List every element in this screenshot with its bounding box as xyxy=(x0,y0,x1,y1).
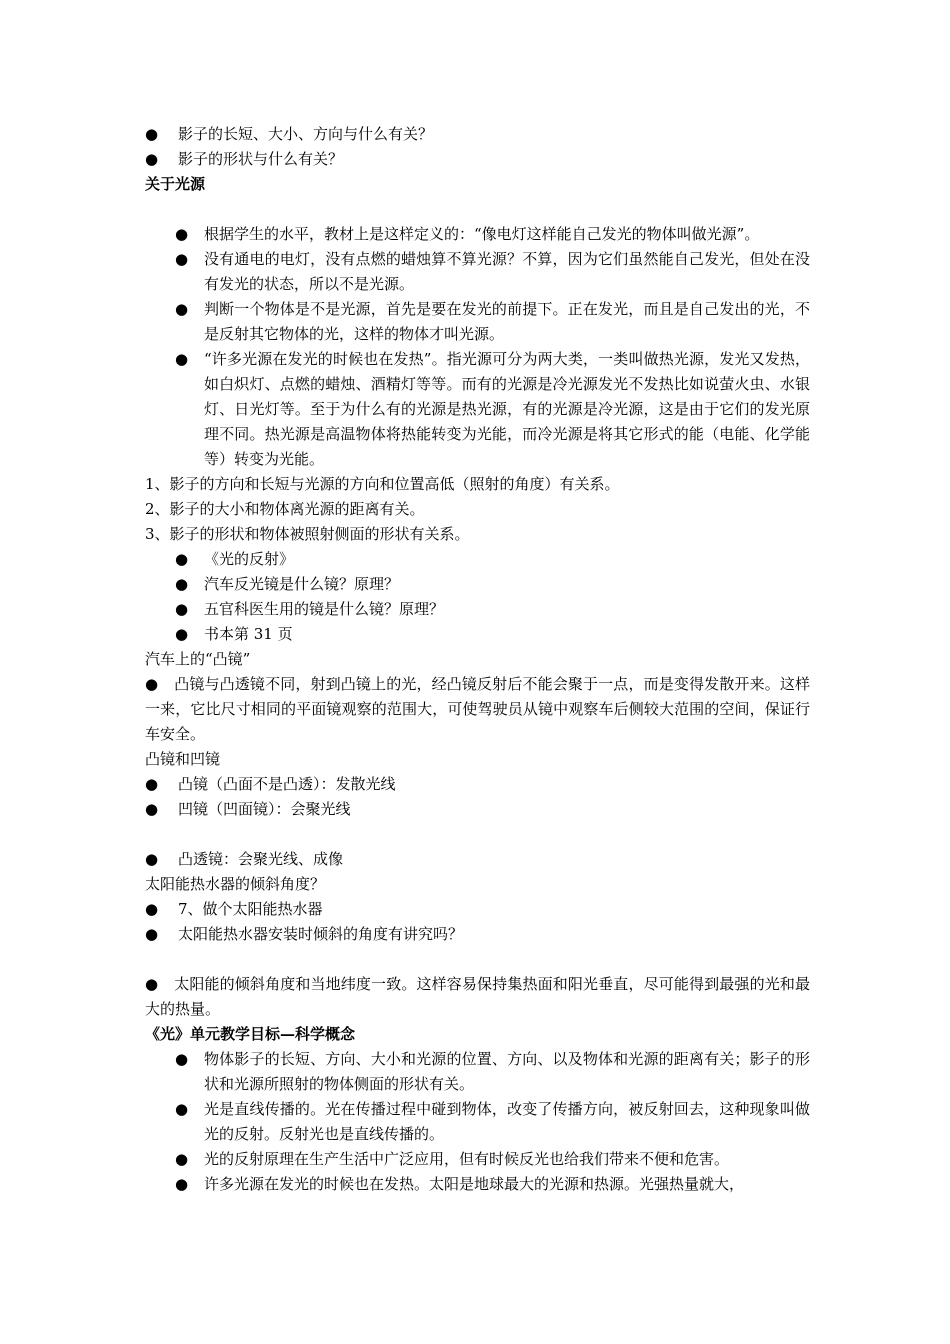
list-item xyxy=(145,847,810,872)
list-item-text: 汽车反光镜是什么镜？原理？ xyxy=(204,575,400,593)
list-item-text: 凹镜（凹面镜）：会聚光线 xyxy=(178,800,351,818)
bullet-icon: ● xyxy=(175,550,189,568)
numbered-item: 3、影子的形状和物体被照射侧面的形状有关系。 xyxy=(145,525,470,543)
bullet-icon: ● xyxy=(145,800,159,818)
list-item-text: 许多光源在发光的时候也在发热。太阳是地球最大的光源和热源。光强热量就大， xyxy=(204,1175,745,1193)
list-item xyxy=(145,122,810,147)
list-item-text: 五官科医生用的镜是什么镜？原理？ xyxy=(204,600,445,618)
list-item-text: 凸镜（凸面不是凸透）：发散光线 xyxy=(178,775,396,793)
bullet-icon: ● xyxy=(175,600,189,618)
paragraph-text: 太阳能的倾斜角度和当地纬度一致。这样容易保持集热面和阳光垂直，尽可能得到最强的光和最大的热量。 xyxy=(145,975,810,1018)
spacer xyxy=(145,947,810,972)
spacer xyxy=(145,197,810,222)
bullet-icon: ● xyxy=(175,1050,189,1068)
list-item xyxy=(145,922,810,947)
list-item xyxy=(145,897,810,922)
paragraph-heading: 太阳能热水器的倾斜角度？ xyxy=(145,875,326,893)
list-item xyxy=(145,297,810,347)
list-item-text: 物体影子的长短、方向、大小和光源的位置、方向、以及物体和光源的距离有关；影子的形状和光源所照射的物体侧面的形状有关。 xyxy=(204,1050,810,1093)
bullet-icon: ● xyxy=(145,675,159,693)
bullet-icon: ● xyxy=(145,125,159,143)
list-item xyxy=(145,797,810,822)
document-page xyxy=(145,122,810,1197)
list-item-text: 根据学生的水平，教材上是这样定义的：“像电灯这样能自己发光的物体叫做光源”。 xyxy=(204,225,760,243)
list-item-text: 光是直线传播的。光在传播过程中碰到物体，改变了传播方向，被反射回去，这种现象叫做光的反射。反射光也是直线传播的。 xyxy=(204,1100,810,1143)
list-item xyxy=(145,547,810,572)
list-item-text: 7、做个太阳能热水器 xyxy=(178,900,323,918)
bullet-icon: ● xyxy=(145,775,159,793)
list-item xyxy=(145,347,810,472)
list-item-text: 光的反射原理在生产生活中广泛应用，但有时候反光也给我们带来不便和危害。 xyxy=(204,1150,730,1168)
numbered-item: 1、影子的方向和长短与光源的方向和位置高低（照射的角度）有关系。 xyxy=(145,475,620,493)
numbered-item: 2、影子的大小和物体离光源的距离有关。 xyxy=(145,500,425,518)
bullet-icon: ● xyxy=(145,900,159,918)
list-item xyxy=(145,222,810,247)
list-item xyxy=(145,147,810,172)
list-item xyxy=(145,1147,810,1172)
paragraph-heading: 汽车上的“凸镜” xyxy=(145,650,251,668)
bullet-icon: ● xyxy=(175,225,189,243)
paragraph-heading: 凸镜和凹镜 xyxy=(145,750,221,768)
bullet-icon: ● xyxy=(145,850,159,868)
list-item-text: “许多光源在发光的时候也在发热”。指光源可分为两大类，一类叫做热光源，发光又发热，如白炽灯、点燃的蜡烛、酒精灯等等。而有的光源是冷光源发光不发热比如说萤火虫、水银灯、日光灯等。至于为什么有的光源是热光源，有的光源是冷光源，这是由于它们的发光原理不同。热光源是高温物体将热能转变为光能，而冷光源是将其它形式的能（电能、化学能等）转变为光能。 xyxy=(204,350,810,468)
bullet-icon: ● xyxy=(175,350,189,368)
section-heading: 关于光源 xyxy=(145,175,206,193)
list-item-text: 没有通电的电灯，没有点燃的蜡烛算不算光源？不算，因为它们虽然能自己发光，但处在没有发光的状态，所以不是光源。 xyxy=(204,250,810,293)
list-item-text: 影子的形状与什么有关？ xyxy=(178,150,344,168)
bullet-icon: ● xyxy=(175,1150,189,1168)
spacer xyxy=(145,822,810,847)
list-item-text: 影子的长短、大小、方向与什么有关？ xyxy=(178,125,434,143)
list-item xyxy=(145,772,810,797)
list-item-text: 凸透镜：会聚光线、成像 xyxy=(178,850,344,868)
bullet-icon: ● xyxy=(145,150,159,168)
section-heading: 《光》单元教学目标—科学概念 xyxy=(145,1025,356,1043)
list-item xyxy=(145,1172,810,1197)
list-item xyxy=(145,1047,810,1097)
list-item-text: 判断一个物体是不是光源，首先是要在发光的前提下。正在发光，而且是自己发出的光，不是反射其它物体的光，这样的物体才叫光源。 xyxy=(204,300,810,343)
bullet-icon: ● xyxy=(145,975,159,993)
bullet-icon: ● xyxy=(175,575,189,593)
paragraph-text: 凸镜与凸透镜不同，射到凸镜上的光，经凸镜反射后不能会聚于一点，而是变得发散开来。这样一来，它比尺寸相同的平面镜观察的范围大，可使驾驶员从镜中观察车后侧较大范围的空间，保证行车安全。 xyxy=(145,675,810,743)
list-item-text: 书本第 31 页 xyxy=(204,625,293,643)
bullet-icon: ● xyxy=(145,925,159,943)
list-item xyxy=(145,572,810,597)
bullet-icon: ● xyxy=(175,1100,189,1118)
list-item xyxy=(145,597,810,622)
list-item xyxy=(145,247,810,297)
list-item-text: 太阳能热水器安装时倾斜的角度有讲究吗？ xyxy=(178,925,464,943)
list-item xyxy=(145,1097,810,1147)
bullet-icon: ● xyxy=(175,625,189,643)
bullet-icon: ● xyxy=(175,300,189,318)
list-item-text: 《光的反射》 xyxy=(204,550,295,568)
bullet-icon: ● xyxy=(175,250,189,268)
list-item xyxy=(145,622,810,647)
paragraph xyxy=(145,672,810,747)
paragraph xyxy=(145,972,810,1022)
bullet-icon: ● xyxy=(175,1175,189,1193)
